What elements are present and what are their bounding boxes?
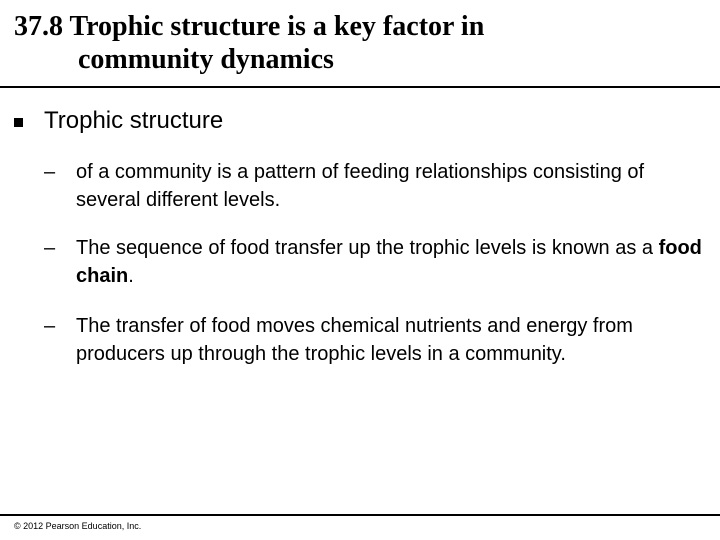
subpoint-2	[44, 234, 704, 290]
slide-title	[14, 10, 704, 76]
subpoint-3-text: The transfer of food moves chemical nutrients and energy from producers up through the trophic levels in a community.	[76, 315, 633, 365]
subpoint-2-text	[76, 234, 704, 290]
main-bullet	[14, 106, 223, 136]
subpoint-1	[44, 158, 704, 214]
subpoint-1-text: of a community is a pattern of feeding relationships consisting of several different levels.	[76, 161, 645, 211]
food-chain-term: food chain	[76, 237, 702, 287]
subpoint-2-text-start: The sequence of food transfer up the trophic levels is known as a	[76, 237, 659, 259]
dash-marker: –	[44, 315, 56, 337]
slide-title-line-2: community dynamics	[78, 44, 334, 75]
dash-marker: –	[44, 237, 56, 259]
copyright-notice: © 2012 Pearson Education, Inc.	[14, 521, 142, 531]
slide-title-line-1: 37.8 Trophic structure is a key factor in	[14, 11, 485, 42]
footer-divider	[0, 514, 720, 516]
title-divider	[0, 86, 720, 88]
square-bullet-icon	[14, 118, 23, 127]
dash-marker: –	[44, 161, 56, 183]
subpoint-2-text-end: .	[128, 265, 134, 287]
subpoint-3	[44, 312, 704, 368]
main-bullet-label: Trophic structure	[44, 107, 224, 134]
